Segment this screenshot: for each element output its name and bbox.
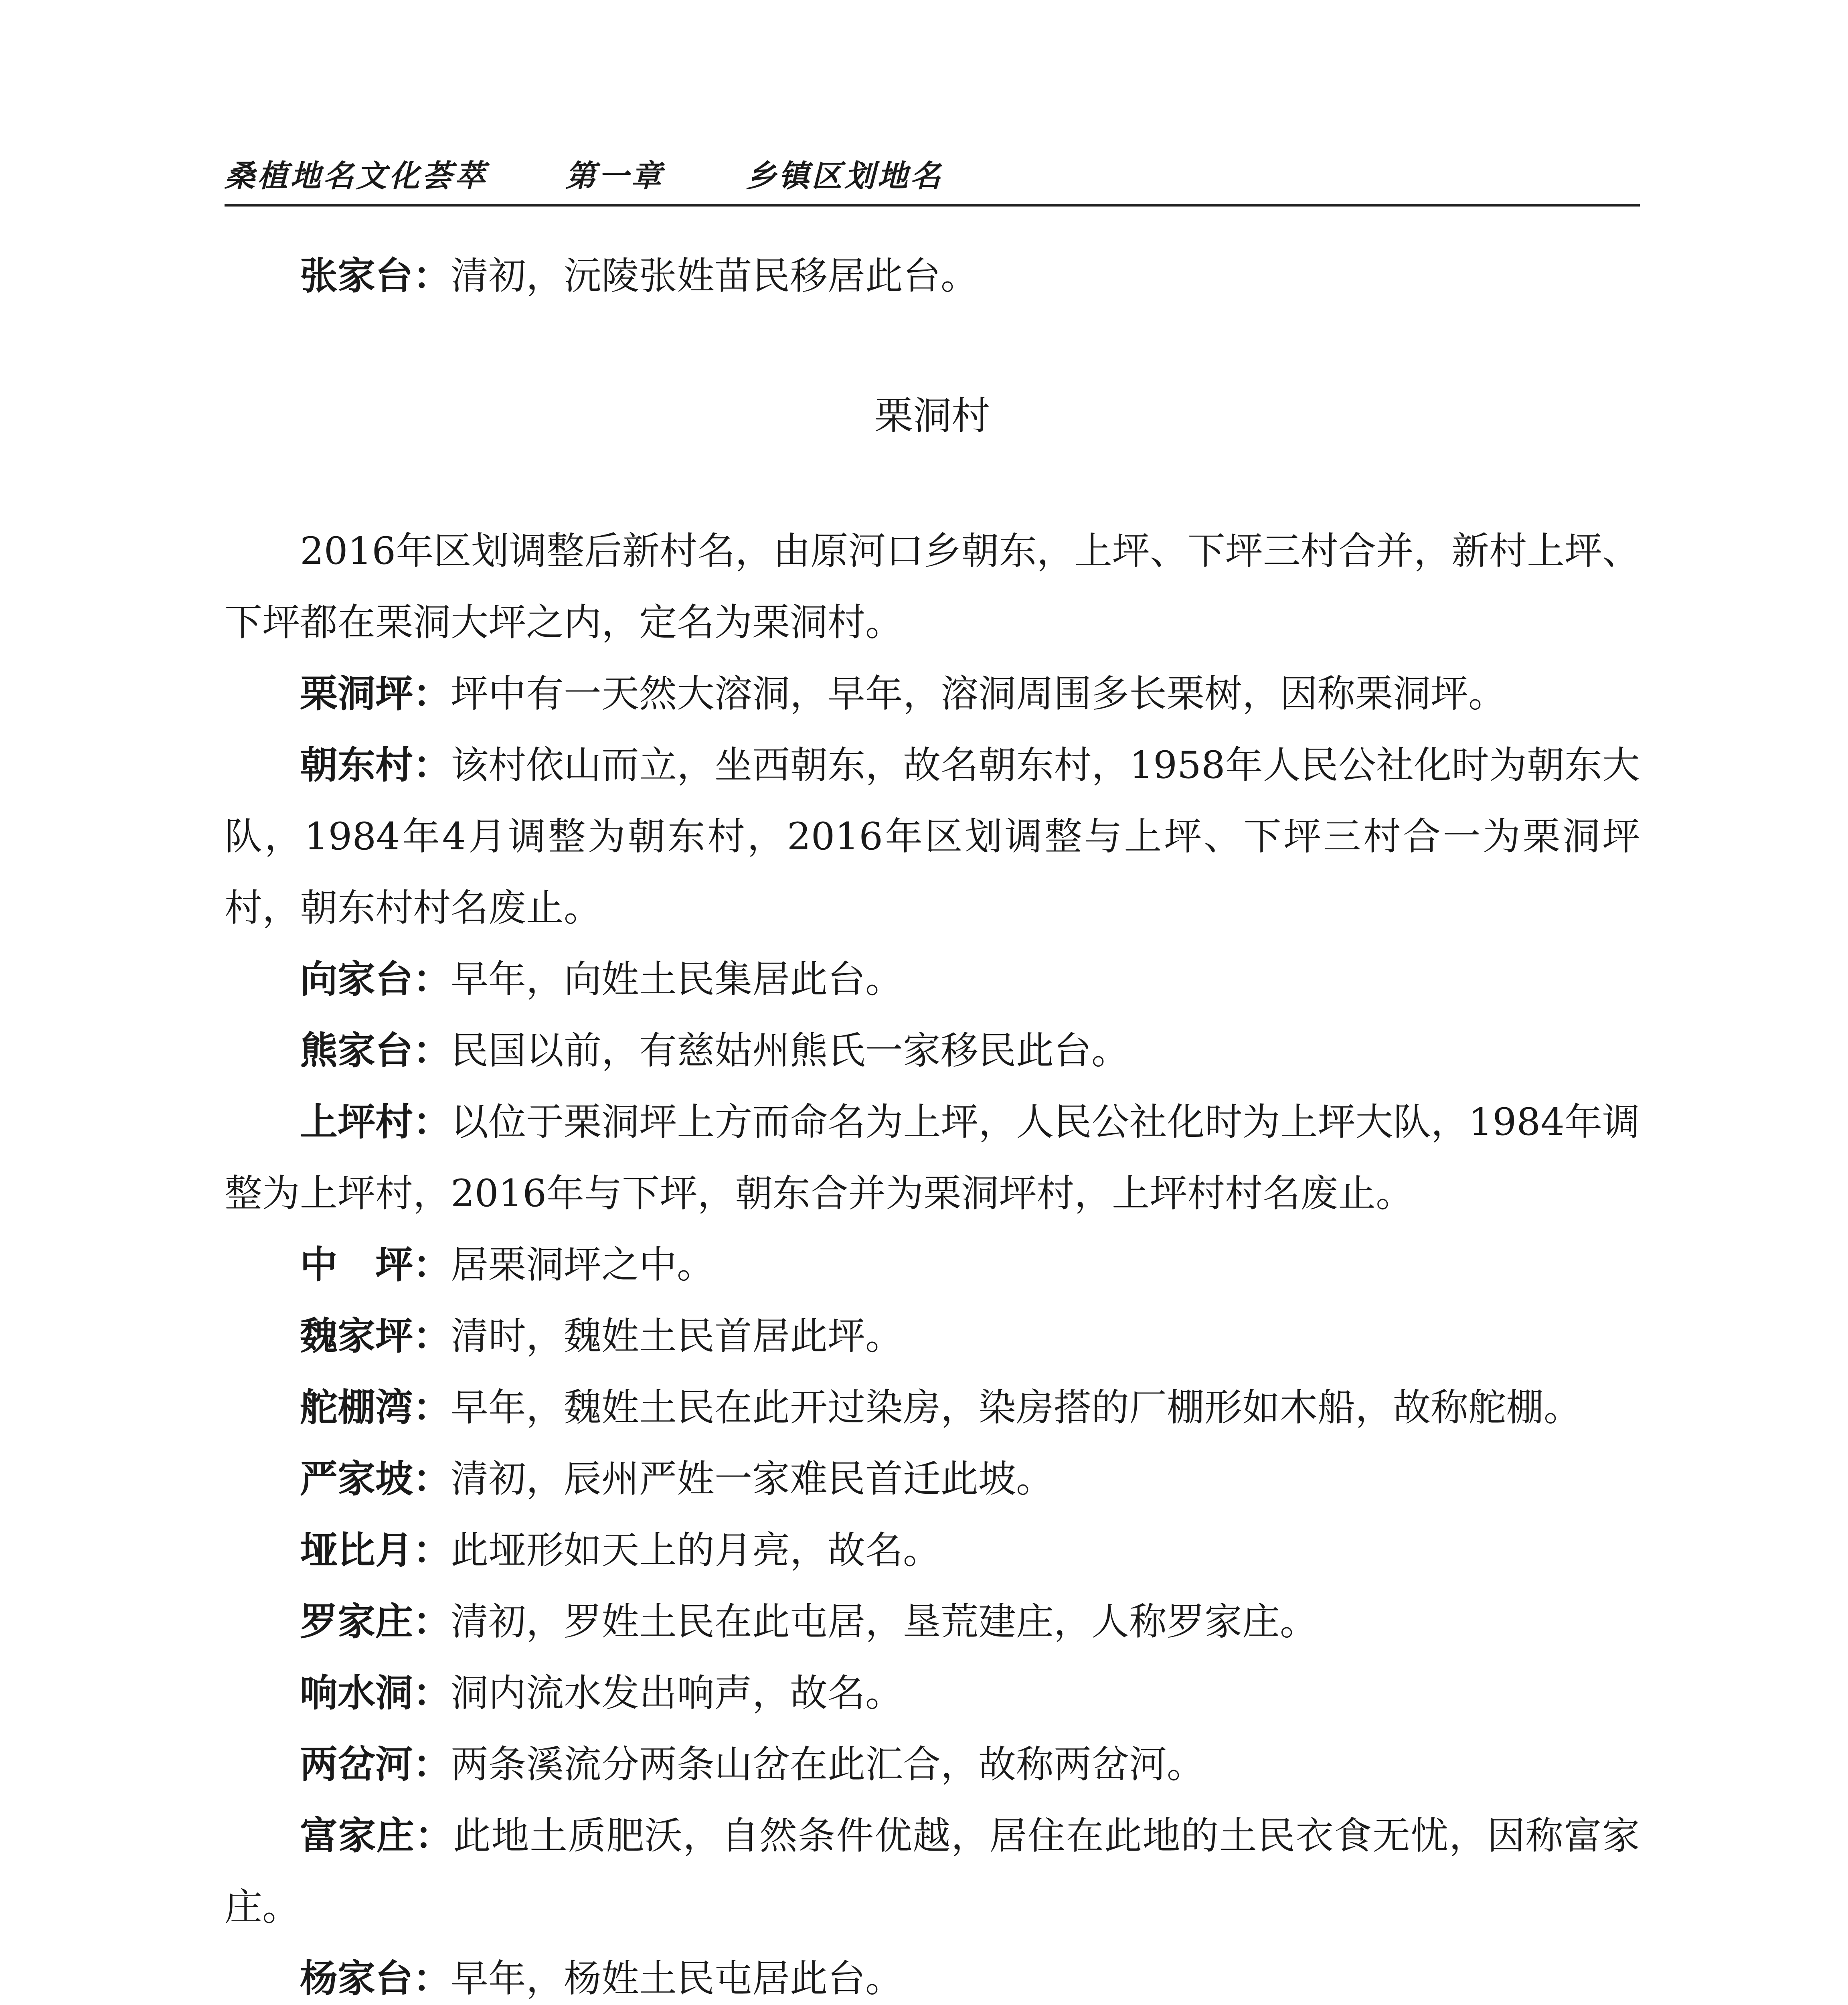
header-book-title: 桑植地名文化荟萃	[225, 158, 488, 194]
entry-weijiaping	[225, 1301, 1640, 1372]
entry-term: 中 坪：	[300, 1243, 451, 1287]
header-chapter: 第一章	[565, 158, 664, 194]
entry-luojiazhuang	[225, 1586, 1640, 1658]
entry-text: 清初，辰州严姓一家难民首迁此坡。	[451, 1457, 1054, 1501]
section-intro: 2016年区划调整后新村名，由原河口乡朝东，上坪、下坪三村合并，新村上坪、下坪都在栗洞大坪之内，定名为栗洞村。	[225, 529, 1640, 644]
entry-text: 早年，魏姓土民在此开过染房，染房搭的厂棚形如木船，故称舵棚。	[451, 1386, 1582, 1430]
entry-term: 垭比月：	[300, 1529, 451, 1572]
entry-term: 魏家坪：	[300, 1314, 451, 1358]
entry-text: 清初，罗姓土民在此屯居，垦荒建庄，人称罗家庄。	[451, 1600, 1318, 1644]
entry-shangpingcun	[225, 1087, 1640, 1229]
entry-text: 该村依山而立，坐西朝东，故名朝东村，1958年人民公社化时为朝东大队，1984年4月调整为朝东村，2016年区划调整与上坪、下坪三村合一为栗洞坪村，朝东村村名废止。	[225, 743, 1640, 930]
entry-xiangshuidong	[225, 1658, 1640, 1729]
entry-text: 早年，杨姓土民屯居此台。	[451, 1957, 903, 2001]
entry-text: 清时，魏姓土民首居此坪。	[451, 1314, 903, 1358]
entry-text: 早年，向姓土民集居此台。	[451, 958, 903, 1001]
entry-fujiazhuang	[225, 1800, 1640, 1943]
body-text	[225, 241, 1640, 2005]
entry-term: 向家台：	[300, 958, 451, 1001]
entry-term: 富家庄：	[300, 1814, 453, 1858]
entry-text: 此地土质肥沃，自然条件优越，居住在此地的土民衣食无忧，因称富家庄。	[225, 1814, 1640, 1929]
entry-zhongping	[225, 1229, 1640, 1301]
entry-yangjiatai	[225, 1943, 1640, 2005]
entry-term: 熊家台：	[300, 1029, 451, 1073]
entry-text: 坪中有一天然大溶洞，早年，溶洞周围多长栗树，因称栗洞坪。	[451, 672, 1506, 716]
entry-xiongjiatai	[225, 1015, 1640, 1087]
section-title: 栗洞村	[874, 393, 990, 438]
entry-term: 罗家庄：	[300, 1600, 451, 1644]
entry-yanjiapo	[225, 1444, 1640, 1515]
entry-term: 张家台：	[300, 254, 451, 298]
entry-duopengwan	[225, 1372, 1640, 1444]
entry-term: 朝东村：	[300, 743, 451, 787]
entry-text: 居栗洞坪之中。	[451, 1243, 715, 1287]
entry-zhangjiatai	[225, 241, 1640, 312]
entry-text: 清初，沅陵张姓苗民移居此台。	[451, 254, 979, 298]
entry-text: 民国以前，有慈姑州熊氏一家移民此台。	[451, 1029, 1129, 1073]
entry-text: 此垭形如天上的月亮，故名。	[451, 1529, 941, 1572]
entry-text: 洞内流水发出响声，故名。	[451, 1671, 903, 1715]
entry-term: 两岔河：	[300, 1743, 451, 1786]
entry-term: 栗洞坪：	[300, 672, 451, 716]
entry-term: 上坪村：	[300, 1100, 451, 1144]
entry-term: 响水洞：	[300, 1671, 451, 1715]
entry-xiangjiatai	[225, 944, 1640, 1015]
entry-yabiyue	[225, 1515, 1640, 1586]
entry-chaodongcun	[225, 730, 1640, 944]
header-rule	[225, 204, 1640, 207]
entry-lidongping	[225, 658, 1640, 730]
entry-liangchahe	[225, 1729, 1640, 1800]
entry-text: 两条溪流分两条山岔在此汇合，故称两岔河。	[451, 1743, 1205, 1786]
running-header	[225, 148, 1640, 204]
entry-term: 舵棚湾：	[300, 1386, 451, 1430]
entry-text: 以位于栗洞坪上方而命名为上坪，人民公社化时为上坪大队，1984年调整为上坪村，2016年与下坪，朝东合并为栗洞坪村，上坪村村名废止。	[225, 1100, 1640, 1215]
header-chapter-title: 乡镇区划地名	[746, 158, 943, 194]
entry-term: 严家坡：	[300, 1457, 451, 1501]
entry-term: 杨家台：	[300, 1957, 451, 2001]
